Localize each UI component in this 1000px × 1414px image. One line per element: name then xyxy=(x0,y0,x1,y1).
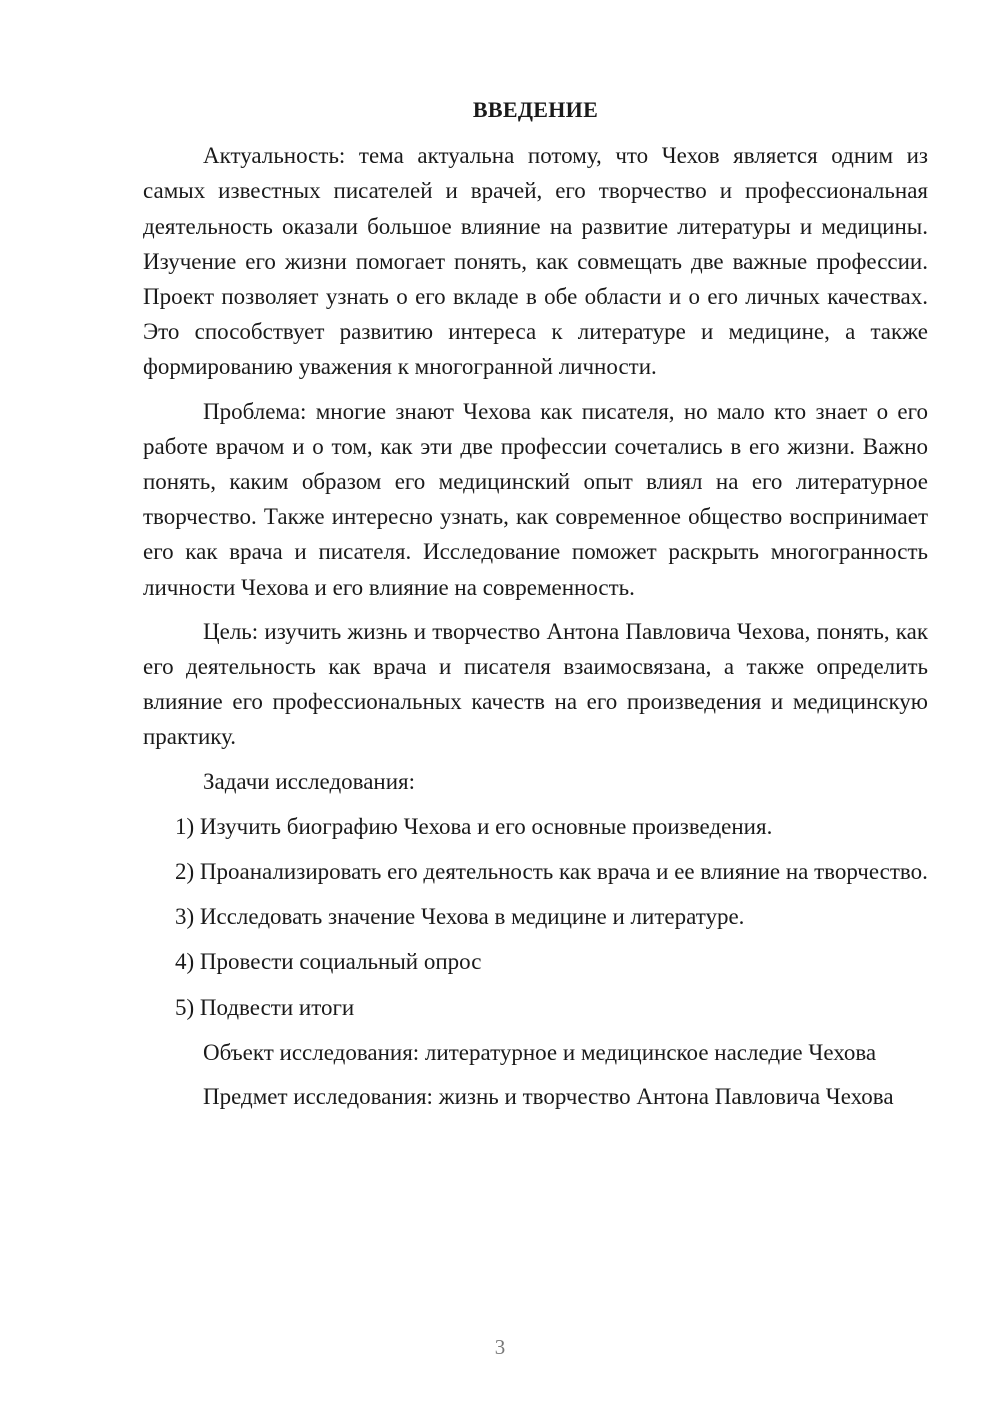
document-body xyxy=(143,92,928,1123)
relevance-paragraph: Актуальность: тема актуальна потому, что Чехов является одним из самых известных писателей и врачей, его творчество и профессиональная деятельность оказали большое влияние на развитие литературы и медицины. Изучение его жизни помогает понять, как совмещать две важные профессии. Проект позволяет узнать о его вкладе в обе области и о его личных качествах. Это способствует развитию интереса к литературе и медицине, а также формированию уважения к многогранной личности. xyxy=(143,143,928,380)
task-item-4: 4) Провести социальный опрос xyxy=(175,949,482,975)
task-item-3: 3) Исследовать значение Чехова в медицине и литературе. xyxy=(175,904,745,930)
task-item-1: 1) Изучить биографию Чехова и его основные произведения. xyxy=(175,813,773,839)
page-number: 3 xyxy=(494,1335,506,1359)
subject-paragraph: Предмет исследования: жизнь и творчество Антона Павловича Чехова xyxy=(203,1084,894,1110)
task-item-2: 2) Проанализировать его деятельность как врача и ее влияние на творчество. xyxy=(175,859,928,885)
task-item-5: 5) Подвести итоги xyxy=(175,994,355,1020)
section-title: ВВЕДЕНИЕ xyxy=(472,97,599,122)
problem-paragraph: Проблема: многие знают Чехова как писателя, но мало кто знает о его работе врачом и о том, как эти две профессии сочетались в его жизни. Важно понять, каким образом его медицинский опыт влиял на его литературное творчество. Также интересно узнать, как современное общество воспринимает его как врача и писателя. Исследование поможет раскрыть многогранность личности Чехова и его влияние на современность. xyxy=(143,398,928,600)
goal-paragraph: Цель: изучить жизнь и творчество Антона Павловича Чехова, понять, как его деятельность как врача и писателя взаимосвязана, а также определить влияние его профессиональных качеств на его произведения и медицинскую практику. xyxy=(143,618,928,750)
object-paragraph: Объект исследования: литературное и медицинское наследие Чехова xyxy=(203,1039,877,1065)
tasks-heading: Задачи исследования: xyxy=(203,768,416,794)
